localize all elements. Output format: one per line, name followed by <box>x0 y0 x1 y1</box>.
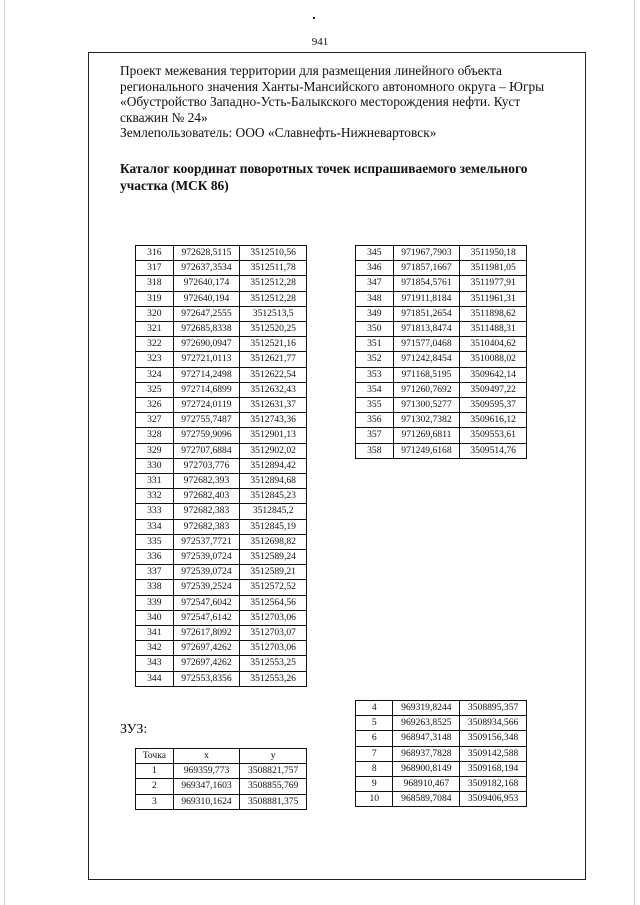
x-coordinate-cell: 972682,383 <box>173 519 240 534</box>
x-coordinate-cell: 972724,0119 <box>173 398 240 413</box>
x-coordinate-cell: 972647,2555 <box>173 306 240 321</box>
point-number-cell: 332 <box>136 489 174 504</box>
point-number-cell: 7 <box>356 746 393 761</box>
y-coordinate-cell: 3509406,953 <box>460 792 527 807</box>
table-row <box>136 352 307 367</box>
x-coordinate-cell: 972539,2524 <box>173 580 240 595</box>
table-row <box>356 276 527 291</box>
y-coordinate-cell: 3511981,05 <box>460 261 527 276</box>
table-row <box>136 428 307 443</box>
x-coordinate-cell: 968937,7828 <box>393 746 460 761</box>
y-coordinate-cell: 3512572,52 <box>240 580 307 595</box>
point-number-cell: 333 <box>136 504 174 519</box>
y-coordinate-cell: 3512901,13 <box>240 428 307 443</box>
point-number-cell: 324 <box>136 367 174 382</box>
y-coordinate-cell: 3512521,16 <box>240 337 307 352</box>
x-coordinate-cell: 968910,467 <box>393 777 460 792</box>
point-number-cell: 329 <box>136 443 174 458</box>
column-header: y <box>240 749 307 764</box>
y-coordinate-cell: 3512512,28 <box>240 291 307 306</box>
table-row <box>136 337 307 352</box>
table-row <box>136 443 307 458</box>
y-coordinate-cell: 3512703,07 <box>240 626 307 641</box>
point-number-cell: 338 <box>136 580 174 595</box>
y-coordinate-cell: 3512520,25 <box>240 322 307 337</box>
x-coordinate-cell: 969319,8244 <box>393 701 460 716</box>
table-row <box>136 656 307 671</box>
x-coordinate-cell: 972685,8338 <box>173 322 240 337</box>
table-row <box>356 792 527 807</box>
point-number-cell: 345 <box>356 246 394 261</box>
x-coordinate-cell: 972637,3534 <box>173 261 240 276</box>
y-coordinate-cell: 3512631,37 <box>240 398 307 413</box>
table-row <box>136 489 307 504</box>
point-number-cell: 334 <box>136 519 174 534</box>
table-row <box>356 746 527 761</box>
x-coordinate-cell: 971300,5277 <box>393 398 460 413</box>
point-number-cell: 341 <box>136 626 174 641</box>
table-row <box>136 276 307 291</box>
y-coordinate-cell: 3510088,02 <box>460 352 527 367</box>
x-coordinate-cell: 971813,8474 <box>393 322 460 337</box>
table-row <box>356 337 527 352</box>
y-coordinate-cell: 3508895,357 <box>460 701 527 716</box>
y-coordinate-cell: 3512589,24 <box>240 550 307 565</box>
table-row <box>136 382 307 397</box>
table-row <box>356 443 527 458</box>
y-coordinate-cell: 3512511,78 <box>240 261 307 276</box>
coordinates-table-right <box>355 245 527 459</box>
y-coordinate-cell: 3512589,21 <box>240 565 307 580</box>
x-coordinate-cell: 972640,194 <box>173 291 240 306</box>
x-coordinate-cell: 972682,383 <box>173 504 240 519</box>
column-header: Точка <box>136 749 174 764</box>
point-number-cell: 317 <box>136 261 174 276</box>
table-row <box>136 610 307 625</box>
scan-edge-right <box>634 0 635 905</box>
x-coordinate-cell: 972617,8092 <box>173 626 240 641</box>
x-coordinate-cell: 969359,773 <box>173 764 240 779</box>
point-number-cell: 330 <box>136 458 174 473</box>
point-number-cell: 350 <box>356 322 394 337</box>
x-coordinate-cell: 972682,393 <box>173 474 240 489</box>
point-number-cell: 340 <box>136 610 174 625</box>
table-row <box>136 398 307 413</box>
table-row <box>136 565 307 580</box>
page-number: 941 <box>311 36 329 48</box>
x-coordinate-cell: 972721,0113 <box>173 352 240 367</box>
table-row <box>136 261 307 276</box>
x-coordinate-cell: 972714,2498 <box>173 367 240 382</box>
point-number-cell: 326 <box>136 398 174 413</box>
x-coordinate-cell: 969310,1624 <box>173 794 240 809</box>
table-row <box>136 504 307 519</box>
table-row <box>356 701 527 716</box>
point-number-cell: 316 <box>136 246 174 261</box>
x-coordinate-cell: 971168,5195 <box>393 367 460 382</box>
y-coordinate-cell: 3512553,25 <box>240 656 307 671</box>
table-row <box>356 306 527 321</box>
table-row <box>356 428 527 443</box>
x-coordinate-cell: 971577,0468 <box>393 337 460 352</box>
x-coordinate-cell: 969263,8525 <box>393 716 460 731</box>
point-number-cell: 6 <box>356 731 393 746</box>
x-coordinate-cell: 972755,7487 <box>173 413 240 428</box>
table-row <box>356 246 527 261</box>
x-coordinate-cell: 971249,6168 <box>393 443 460 458</box>
table-row <box>136 595 307 610</box>
y-coordinate-cell: 3509642,14 <box>460 367 527 382</box>
table-row <box>136 322 307 337</box>
x-coordinate-cell: 972640,174 <box>173 276 240 291</box>
x-coordinate-cell: 972759,9096 <box>173 428 240 443</box>
y-coordinate-cell: 3512902,02 <box>240 443 307 458</box>
point-number-cell: 321 <box>136 322 174 337</box>
table-row <box>136 367 307 382</box>
point-number-cell: 1 <box>136 764 174 779</box>
y-coordinate-cell: 3511961,31 <box>460 291 527 306</box>
x-coordinate-cell: 972539,0724 <box>173 550 240 565</box>
column-header: x <box>173 749 240 764</box>
x-coordinate-cell: 972714,6899 <box>173 382 240 397</box>
table-row <box>356 761 527 776</box>
point-number-cell: 319 <box>136 291 174 306</box>
table-row <box>136 580 307 595</box>
y-coordinate-cell: 3509553,61 <box>460 428 527 443</box>
point-number-cell: 4 <box>356 701 393 716</box>
x-coordinate-cell: 972697,4262 <box>173 656 240 671</box>
header-line: «Обустройство Западно-Усть-Балыкского месторождения нефти. Куст <box>120 94 521 109</box>
x-coordinate-cell: 972539,0724 <box>173 565 240 580</box>
y-coordinate-cell: 3509514,76 <box>460 443 527 458</box>
x-coordinate-cell: 972628,5115 <box>173 246 240 261</box>
y-coordinate-cell: 3508881,375 <box>240 794 307 809</box>
catalog-title: Каталог координат поворотных точек испрашиваемого земельного участка (МСК 86) <box>120 161 528 193</box>
y-coordinate-cell: 3511898,62 <box>460 306 527 321</box>
y-coordinate-cell: 3512553,26 <box>240 671 307 686</box>
table-row <box>136 519 307 534</box>
point-number-cell: 353 <box>356 367 394 382</box>
y-coordinate-cell: 3511977,91 <box>460 276 527 291</box>
point-number-cell: 354 <box>356 382 394 397</box>
table-row <box>136 458 307 473</box>
point-number-cell: 327 <box>136 413 174 428</box>
x-coordinate-cell: 971302,7382 <box>393 413 460 428</box>
table-row <box>136 779 307 794</box>
point-number-cell: 339 <box>136 595 174 610</box>
point-number-cell: 2 <box>136 779 174 794</box>
y-coordinate-cell: 3512564,56 <box>240 595 307 610</box>
point-number-cell: 346 <box>356 261 394 276</box>
table-row <box>356 261 527 276</box>
y-coordinate-cell: 3512622,54 <box>240 367 307 382</box>
point-number-cell: 335 <box>136 534 174 549</box>
table-row <box>136 764 307 779</box>
y-coordinate-cell: 3512845,23 <box>240 489 307 504</box>
x-coordinate-cell: 972682,403 <box>173 489 240 504</box>
zuz-label: ЗУЗ: <box>120 722 148 737</box>
coordinates-table-zuz-continued <box>355 700 527 807</box>
point-number-cell: 342 <box>136 641 174 656</box>
x-coordinate-cell: 968900,8149 <box>393 761 460 776</box>
y-coordinate-cell: 3512621,77 <box>240 352 307 367</box>
table-row <box>136 534 307 549</box>
point-number-cell: 328 <box>136 428 174 443</box>
point-number-cell: 343 <box>136 656 174 671</box>
y-coordinate-cell: 3512513,5 <box>240 306 307 321</box>
x-coordinate-cell: 971851,2654 <box>393 306 460 321</box>
y-coordinate-cell: 3512845,19 <box>240 519 307 534</box>
point-number-cell: 355 <box>356 398 394 413</box>
table-row <box>136 474 307 489</box>
table-row <box>356 322 527 337</box>
point-number-cell: 336 <box>136 550 174 565</box>
scan-edge-left <box>4 0 5 905</box>
y-coordinate-cell: 3509168,194 <box>460 761 527 776</box>
y-coordinate-cell: 3509156,348 <box>460 731 527 746</box>
table-row <box>356 291 527 306</box>
header-line: скважин № 24» <box>120 109 208 125</box>
table-row <box>136 291 307 306</box>
x-coordinate-cell: 968589,7084 <box>393 792 460 807</box>
y-coordinate-cell: 3512703,06 <box>240 641 307 656</box>
y-coordinate-cell: 3512510,56 <box>240 246 307 261</box>
table-row <box>136 246 307 261</box>
x-coordinate-cell: 972690,0947 <box>173 337 240 352</box>
x-coordinate-cell: 971260,7692 <box>393 382 460 397</box>
x-coordinate-cell: 972703,776 <box>173 458 240 473</box>
y-coordinate-cell: 3510404,62 <box>460 337 527 352</box>
table-row <box>356 716 527 731</box>
point-number-cell: 348 <box>356 291 394 306</box>
table-row <box>356 413 527 428</box>
point-number-cell: 349 <box>356 306 394 321</box>
y-coordinate-cell: 3512845,2 <box>240 504 307 519</box>
table-row <box>136 413 307 428</box>
point-number-cell: 318 <box>136 276 174 291</box>
x-coordinate-cell: 971967,7903 <box>393 246 460 261</box>
y-coordinate-cell: 3508855,769 <box>240 779 307 794</box>
x-coordinate-cell: 968947,3148 <box>393 731 460 746</box>
table-row <box>356 367 527 382</box>
y-coordinate-cell: 3512512,28 <box>240 276 307 291</box>
point-number-cell: 356 <box>356 413 394 428</box>
point-number-cell: 357 <box>356 428 394 443</box>
y-coordinate-cell: 3509182,168 <box>460 777 527 792</box>
table-row <box>136 641 307 656</box>
table-row <box>136 550 307 565</box>
point-number-cell: 352 <box>356 352 394 367</box>
x-coordinate-cell: 971269,6811 <box>393 428 460 443</box>
point-number-cell: 320 <box>136 306 174 321</box>
coordinates-table-left <box>135 245 307 687</box>
y-coordinate-cell: 3511950,18 <box>460 246 527 261</box>
y-coordinate-cell: 3508821,757 <box>240 764 307 779</box>
table-row <box>356 398 527 413</box>
x-coordinate-cell: 972553,8356 <box>173 671 240 686</box>
table-header-row <box>136 749 307 764</box>
x-coordinate-cell: 971911,8184 <box>393 291 460 306</box>
point-number-cell: 344 <box>136 671 174 686</box>
point-number-cell: 325 <box>136 382 174 397</box>
y-coordinate-cell: 3512743,36 <box>240 413 307 428</box>
table-row <box>356 777 527 792</box>
y-coordinate-cell: 3512894,42 <box>240 458 307 473</box>
x-coordinate-cell: 971854,5761 <box>393 276 460 291</box>
point-number-cell: 322 <box>136 337 174 352</box>
header-line: регионального значения Ханты-Мансийского автономного округа – Югры <box>120 78 545 94</box>
x-coordinate-cell: 972547,6042 <box>173 595 240 610</box>
y-coordinate-cell: 3512703,06 <box>240 610 307 625</box>
x-coordinate-cell: 971242,8454 <box>393 352 460 367</box>
table-row <box>136 626 307 641</box>
point-number-cell: 337 <box>136 565 174 580</box>
point-number-cell: 323 <box>136 352 174 367</box>
x-coordinate-cell: 969347,1603 <box>173 779 240 794</box>
project-header <box>120 63 565 141</box>
point-number-cell: 358 <box>356 443 394 458</box>
table-row <box>136 794 307 809</box>
y-coordinate-cell: 3509595,37 <box>460 398 527 413</box>
table-row <box>356 352 527 367</box>
y-coordinate-cell: 3512894,68 <box>240 474 307 489</box>
scan-speck <box>313 17 315 19</box>
x-coordinate-cell: 972697,4262 <box>173 641 240 656</box>
y-coordinate-cell: 3509616,12 <box>460 413 527 428</box>
x-coordinate-cell: 972537,7721 <box>173 534 240 549</box>
table-row <box>136 306 307 321</box>
table-row <box>356 382 527 397</box>
y-coordinate-cell: 3512698,82 <box>240 534 307 549</box>
point-number-cell: 9 <box>356 777 393 792</box>
table-row <box>136 671 307 686</box>
point-number-cell: 3 <box>136 794 174 809</box>
table-row <box>356 731 527 746</box>
point-number-cell: 351 <box>356 337 394 352</box>
point-number-cell: 331 <box>136 474 174 489</box>
coordinates-table-zuz <box>135 748 307 810</box>
y-coordinate-cell: 3509497,22 <box>460 382 527 397</box>
x-coordinate-cell: 972707,6884 <box>173 443 240 458</box>
y-coordinate-cell: 3508934,566 <box>460 716 527 731</box>
point-number-cell: 10 <box>356 792 393 807</box>
y-coordinate-cell: 3512632,43 <box>240 382 307 397</box>
x-coordinate-cell: 971857,1667 <box>393 261 460 276</box>
land-user-line: Землепользователь: ООО «Славнефть-Нижневартовск» <box>120 125 437 140</box>
header-line: Проект межевания территории для размещения линейного объекта <box>120 63 502 78</box>
x-coordinate-cell: 972547,6142 <box>173 610 240 625</box>
point-number-cell: 347 <box>356 276 394 291</box>
point-number-cell: 5 <box>356 716 393 731</box>
point-number-cell: 8 <box>356 761 393 776</box>
y-coordinate-cell: 3511488,31 <box>460 322 527 337</box>
y-coordinate-cell: 3509142,588 <box>460 746 527 761</box>
